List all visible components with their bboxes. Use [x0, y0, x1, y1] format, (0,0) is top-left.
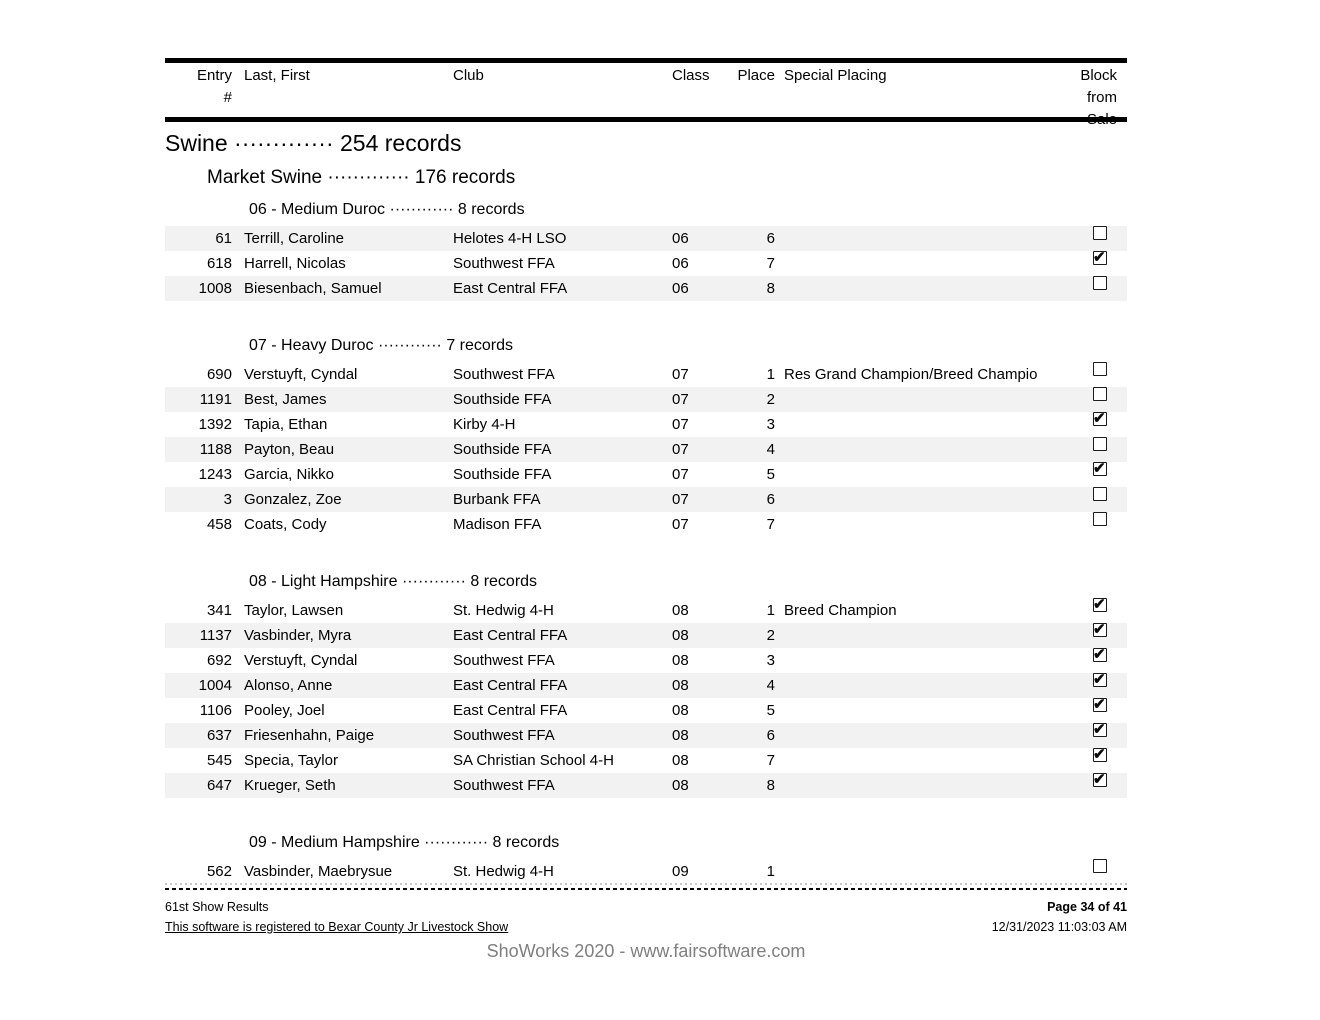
column-header-special-placing: Special Placing: [784, 67, 887, 84]
cell-exhibitor-name: Terrill, Caroline: [244, 230, 345, 247]
block-from-sale-checkbox[interactable]: [1093, 773, 1107, 787]
cell-exhibitor-name: Alonso, Anne: [244, 677, 333, 694]
table-column-header: [165, 63, 1127, 117]
table-row: [165, 362, 1127, 387]
cell-entry-number: 1008: [198, 280, 232, 297]
cell-exhibitor-name: Payton, Beau: [244, 441, 335, 458]
cell-club: East Central FFA: [453, 702, 568, 719]
table-row: [165, 598, 1127, 623]
block-from-sale-checkbox[interactable]: [1093, 251, 1107, 265]
cell-class: 06: [672, 230, 689, 247]
cell-class: 06: [672, 280, 689, 297]
cell-entry-number: 341: [206, 602, 232, 619]
cell-club: Helotes 4-H LSO: [453, 230, 567, 247]
table-row: [165, 773, 1127, 798]
footer-dashed-line: [165, 888, 1127, 890]
column-header-entry-line2: #: [223, 89, 232, 106]
showorks-brand-text: ShoWorks 2020 - www.fairsoftware.com: [486, 941, 806, 961]
class-section-title: 06 - Medium Duroc ············ 8 records: [249, 201, 525, 218]
registration-link[interactable]: This software is registered to Bexar County Jr Livestock Show: [165, 920, 509, 934]
cell-exhibitor-name: Pooley, Joel: [244, 702, 325, 719]
cell-entry-number: 1243: [198, 466, 232, 483]
cell-exhibitor-name: Friesenhahn, Paige: [244, 727, 375, 744]
cell-entry-number: 647: [206, 777, 232, 794]
cell-club: East Central FFA: [453, 280, 568, 297]
block-from-sale-checkbox[interactable]: [1093, 859, 1107, 873]
cell-entry-number: 618: [206, 255, 232, 272]
cell-class: 07: [672, 441, 689, 458]
page-break-dotted-line: [165, 883, 1127, 885]
cell-entry-number: 1106: [199, 702, 232, 719]
cell-special-placing: Res Grand Champion/Breed Champio: [784, 366, 1038, 383]
cell-exhibitor-name: Best, James: [244, 391, 327, 408]
column-header-class: Class: [672, 67, 710, 84]
cell-place: 3: [766, 416, 775, 433]
table-row: [165, 698, 1127, 723]
cell-entry-number: 690: [206, 366, 232, 383]
cell-class: 08: [672, 602, 689, 619]
block-from-sale-checkbox[interactable]: [1093, 598, 1107, 612]
cell-place: 5: [766, 466, 775, 483]
cell-class: 07: [672, 491, 689, 508]
column-header-club: Club: [453, 67, 484, 84]
table-row: [165, 623, 1127, 648]
block-from-sale-checkbox[interactable]: [1093, 362, 1107, 376]
class-section-title: 08 - Light Hampshire ············ 8 records: [249, 573, 538, 590]
block-from-sale-checkbox[interactable]: [1093, 673, 1107, 687]
cell-place: 7: [766, 255, 775, 272]
cell-entry-number: 61: [215, 230, 232, 247]
block-from-sale-checkbox[interactable]: [1093, 512, 1107, 526]
cell-club: Southwest FFA: [453, 727, 555, 744]
footer-row-1: [165, 900, 1127, 914]
cell-exhibitor-name: Garcia, Nikko: [244, 466, 335, 483]
cell-club: Southwest FFA: [453, 777, 555, 794]
header-bottom-rule: [165, 117, 1127, 122]
cell-exhibitor-name: Vasbinder, Myra: [244, 627, 352, 644]
table-row: [165, 723, 1127, 748]
cell-class: 07: [672, 391, 689, 408]
table-row: [165, 487, 1127, 512]
block-from-sale-checkbox[interactable]: [1093, 276, 1107, 290]
cell-place: 6: [766, 727, 775, 744]
cell-club: Southside FFA: [453, 466, 552, 483]
cell-place: 7: [766, 516, 775, 533]
cell-place: 6: [766, 491, 775, 508]
block-from-sale-checkbox[interactable]: [1093, 623, 1107, 637]
table-row: [165, 512, 1127, 537]
class-section-title: 07 - Heavy Duroc ············ 7 records: [249, 337, 514, 354]
cell-place: 7: [766, 752, 775, 769]
cell-entry-number: 637: [206, 727, 232, 744]
block-from-sale-checkbox[interactable]: [1093, 412, 1107, 426]
cell-exhibitor-name: Gonzalez, Zoe: [244, 491, 342, 508]
column-header-block-line2: from: [1087, 89, 1117, 106]
cell-exhibitor-name: Vasbinder, Maebrysue: [244, 863, 393, 880]
cell-place: 3: [766, 652, 775, 669]
cell-entry-number: 1191: [199, 391, 232, 408]
cell-place: 1: [766, 602, 775, 619]
class-section: [165, 831, 1127, 884]
cell-place: 2: [766, 391, 775, 408]
cell-entry-number: 458: [206, 516, 232, 533]
cell-class: 08: [672, 627, 689, 644]
cell-entry-number: 562: [206, 863, 232, 880]
table-row: [165, 673, 1127, 698]
column-header-entry-number: [165, 65, 232, 109]
cell-entry-number: 1392: [198, 416, 232, 433]
class-section: [165, 334, 1127, 537]
cell-class: 08: [672, 777, 689, 794]
cell-exhibitor-name: Specia, Taylor: [244, 752, 338, 769]
block-from-sale-checkbox[interactable]: [1093, 437, 1107, 451]
cell-class: 07: [672, 416, 689, 433]
cell-place: 4: [766, 677, 775, 694]
block-from-sale-checkbox[interactable]: [1093, 226, 1107, 240]
cell-exhibitor-name: Harrell, Nicolas: [244, 255, 346, 272]
cell-class: 08: [672, 652, 689, 669]
column-header-last-first: Last, First: [244, 67, 310, 84]
class-section: [165, 570, 1127, 798]
block-from-sale-checkbox[interactable]: [1093, 487, 1107, 501]
cell-club: SA Christian School 4-H: [453, 752, 614, 769]
cell-club: St. Hedwig 4-H: [453, 863, 554, 880]
class-section-title: 09 - Medium Hampshire ············ 8 records: [249, 834, 560, 851]
report-name: 61st Show Results: [165, 900, 269, 914]
column-header-place: Place: [737, 67, 775, 84]
cell-special-placing: Breed Champion: [784, 602, 897, 619]
footer-row-2: [165, 920, 1127, 934]
table-row: [165, 859, 1127, 884]
cell-club: Southwest FFA: [453, 652, 555, 669]
cell-place: 8: [766, 777, 775, 794]
cell-entry-number: 1137: [199, 627, 232, 644]
cell-exhibitor-name: Krueger, Seth: [244, 777, 336, 794]
table-row: [165, 276, 1127, 301]
block-from-sale-checkbox[interactable]: [1093, 648, 1107, 662]
cell-entry-number: 692: [206, 652, 232, 669]
cell-exhibitor-name: Verstuyft, Cyndal: [244, 366, 358, 383]
block-from-sale-checkbox[interactable]: [1093, 387, 1107, 401]
cell-class: 07: [672, 466, 689, 483]
cell-club: Burbank FFA: [453, 491, 541, 508]
column-header-entry-line1: Entry: [196, 67, 232, 84]
block-from-sale-checkbox[interactable]: [1093, 723, 1107, 737]
cell-club: Madison FFA: [453, 516, 542, 533]
cell-entry-number: 545: [206, 752, 232, 769]
table-row: [165, 251, 1127, 276]
cell-club: Southwest FFA: [453, 366, 555, 383]
cell-place: 1: [766, 863, 775, 880]
print-datetime: 12/31/2023 11:03:03 AM: [991, 920, 1127, 934]
cell-club: Southside FFA: [453, 391, 552, 408]
cell-place: 1: [766, 366, 775, 383]
cell-class: 08: [672, 677, 689, 694]
table-row: [165, 226, 1127, 251]
cell-club: St. Hedwig 4-H: [453, 602, 554, 619]
table-row: [165, 437, 1127, 462]
cell-place: 6: [766, 230, 775, 247]
cell-class: 08: [672, 702, 689, 719]
cell-club: Kirby 4-H: [453, 416, 516, 433]
cell-exhibitor-name: Coats, Cody: [244, 516, 327, 533]
cell-class: 08: [672, 727, 689, 744]
cell-exhibitor-name: Taylor, Lawsen: [244, 602, 344, 619]
cell-class: 08: [672, 752, 689, 769]
division-title: Swine ············· 254 records: [165, 130, 462, 156]
sections: [165, 198, 1127, 884]
cell-entry-number: 1004: [198, 677, 232, 694]
cell-club: East Central FFA: [453, 677, 568, 694]
cell-club: Southwest FFA: [453, 255, 555, 272]
cell-entry-number: 3: [223, 491, 232, 508]
cell-class: 09: [672, 863, 689, 880]
cell-place: 5: [766, 702, 775, 719]
block-from-sale-checkbox[interactable]: [1093, 748, 1107, 762]
block-from-sale-checkbox[interactable]: [1093, 698, 1107, 712]
table-row: [165, 748, 1127, 773]
cell-place: 4: [766, 441, 775, 458]
cell-class: 06: [672, 255, 689, 272]
block-from-sale-checkbox[interactable]: [1093, 462, 1107, 476]
class-section: [165, 198, 1127, 301]
cell-class: 07: [672, 366, 689, 383]
cell-class: 07: [672, 516, 689, 533]
cell-place: 2: [766, 627, 775, 644]
cell-exhibitor-name: Biesenbach, Samuel: [244, 280, 382, 297]
table-row: [165, 462, 1127, 487]
cell-exhibitor-name: Verstuyft, Cyndal: [244, 652, 358, 669]
cell-entry-number: 1188: [199, 441, 232, 458]
cell-exhibitor-name: Tapia, Ethan: [244, 416, 328, 433]
page-indicator: Page 34 of 41: [1047, 900, 1127, 914]
cell-place: 8: [766, 280, 775, 297]
table-row: [165, 648, 1127, 673]
column-header-block-line1: Block: [1080, 67, 1117, 84]
cell-club: East Central FFA: [453, 627, 568, 644]
table-row: [165, 412, 1127, 437]
cell-club: Southside FFA: [453, 441, 552, 458]
show-title: Market Swine ············· 176 records: [207, 167, 516, 188]
table-row: [165, 387, 1127, 412]
